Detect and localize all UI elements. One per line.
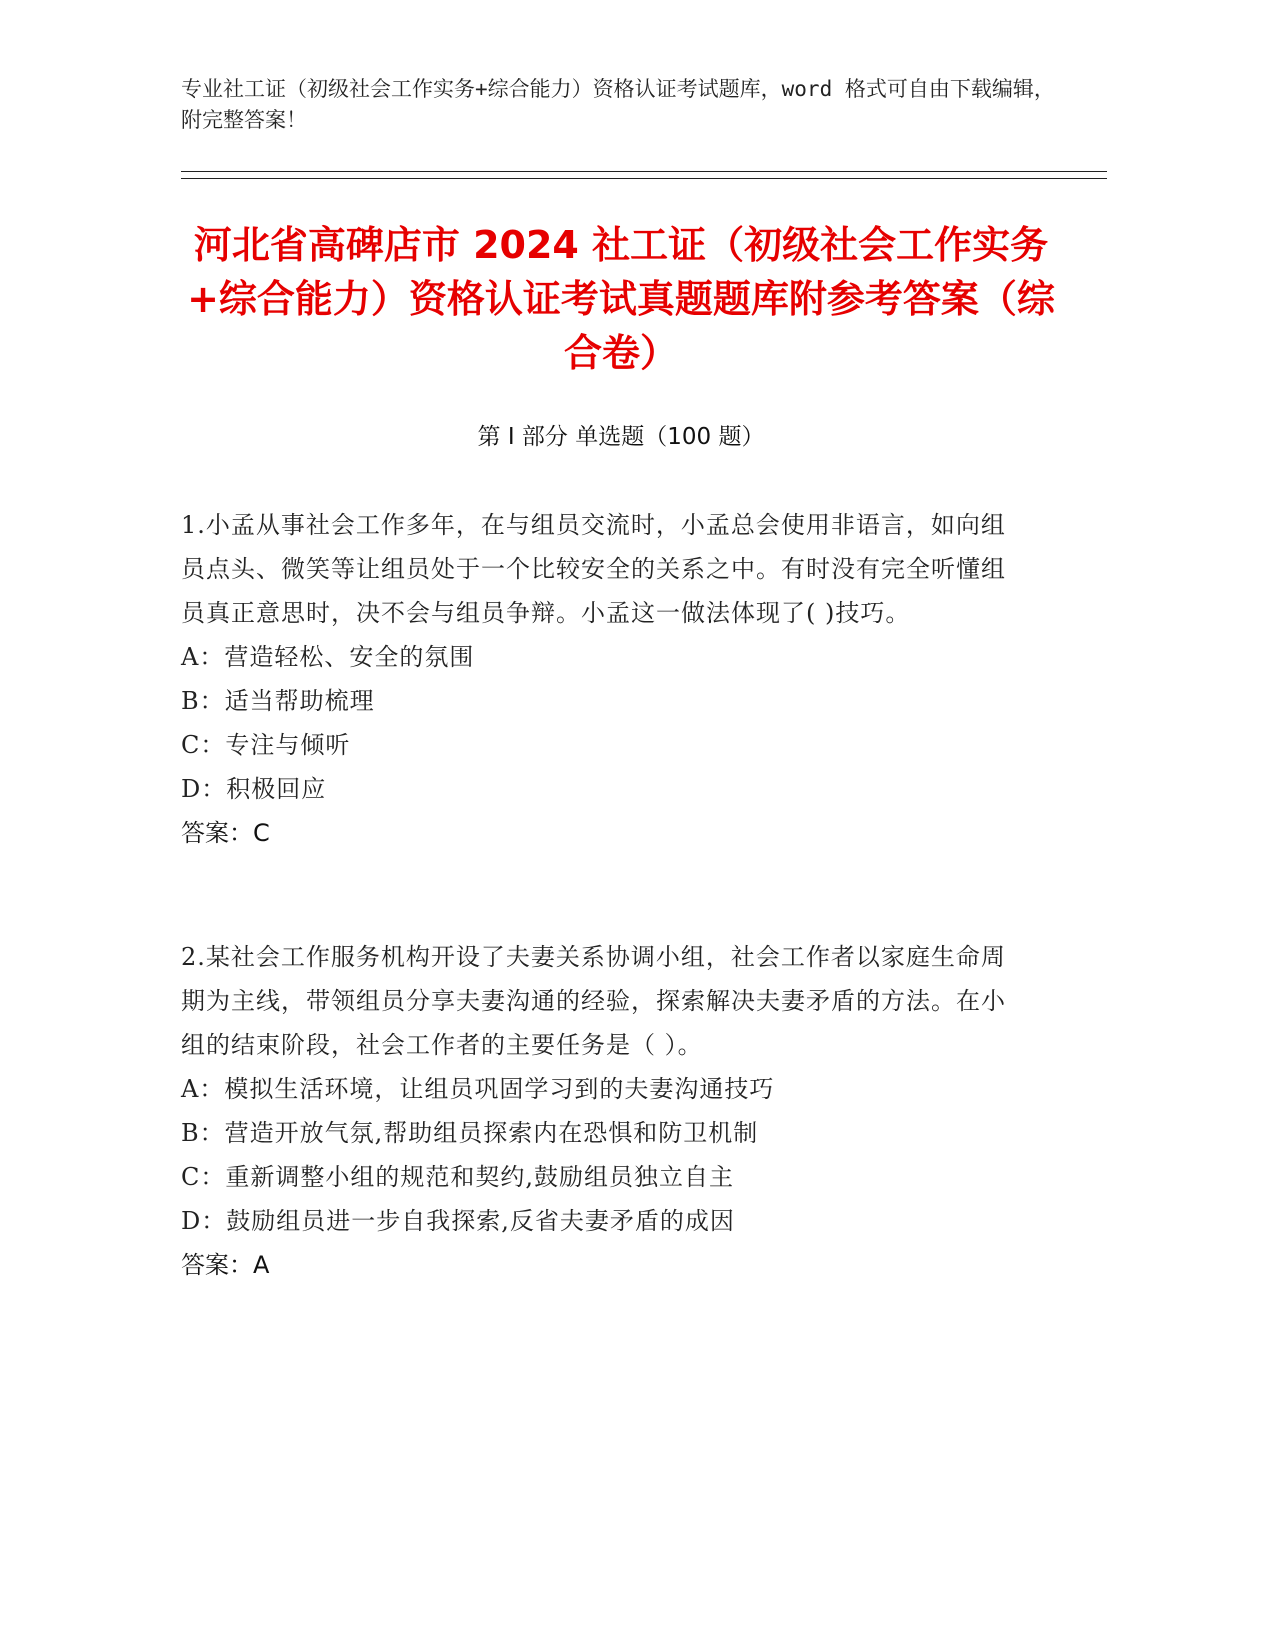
question-1 [181,503,1021,855]
option-c: C：专注与倾听 [181,731,351,759]
question-2 [181,935,1021,1287]
option-c: C：重新调整小组的规范和契约,鼓励组员独立自主 [181,1163,734,1191]
option-a: A：营造轻松、安全的氛围 [181,643,475,671]
option-d: D：积极回应 [181,775,327,803]
answer: 答案：A [181,1251,270,1279]
option-d: D：鼓励组员进一步自我探索,反省夫妻矛盾的成因 [181,1207,735,1235]
document-title: 河北省高碑店市 2024 社工证（初级社会工作实务+综合能力）资格认证考试真题题库附参考答案（综合卷） [187,223,1055,375]
header-divider-top [181,171,1107,172]
option-a: A：模拟生活环境，让组员巩固学习到的夫妻沟通技巧 [181,1075,775,1103]
option-b: B：适当帮助梳理 [181,687,375,715]
question-stem: 2.某社会工作服务机构开设了夫妻关系协调小组，社会工作者以家庭生命周期为主线，带领组员分享夫妻沟通的经验，探索解决夫妻矛盾的方法。在小组的结束阶段，社会工作者的主要任务是（ ）。 [181,943,1006,1059]
section-title: 第 I 部分 单选题（100 题） [477,424,765,450]
header-divider-bottom [181,178,1107,179]
option-b: B：营造开放气氛,帮助组员探索内在恐惧和防卫机制 [181,1119,759,1147]
answer: 答案：C [181,819,270,847]
question-stem: 1.小孟从事社会工作多年，在与组员交流时，小孟总会使用非语言，如向组员点头、微笑等让组员处于一个比较安全的关系之中。有时没有完全听懂组员真正意思时，决不会与组员争辩。小孟这一做法体现了( )技巧。 [181,511,1006,627]
header-note: 专业社工证（初级社会工作实务+综合能力）资格认证考试题库，word 格式可自由下载编辑，附完整答案！ [181,77,1055,132]
